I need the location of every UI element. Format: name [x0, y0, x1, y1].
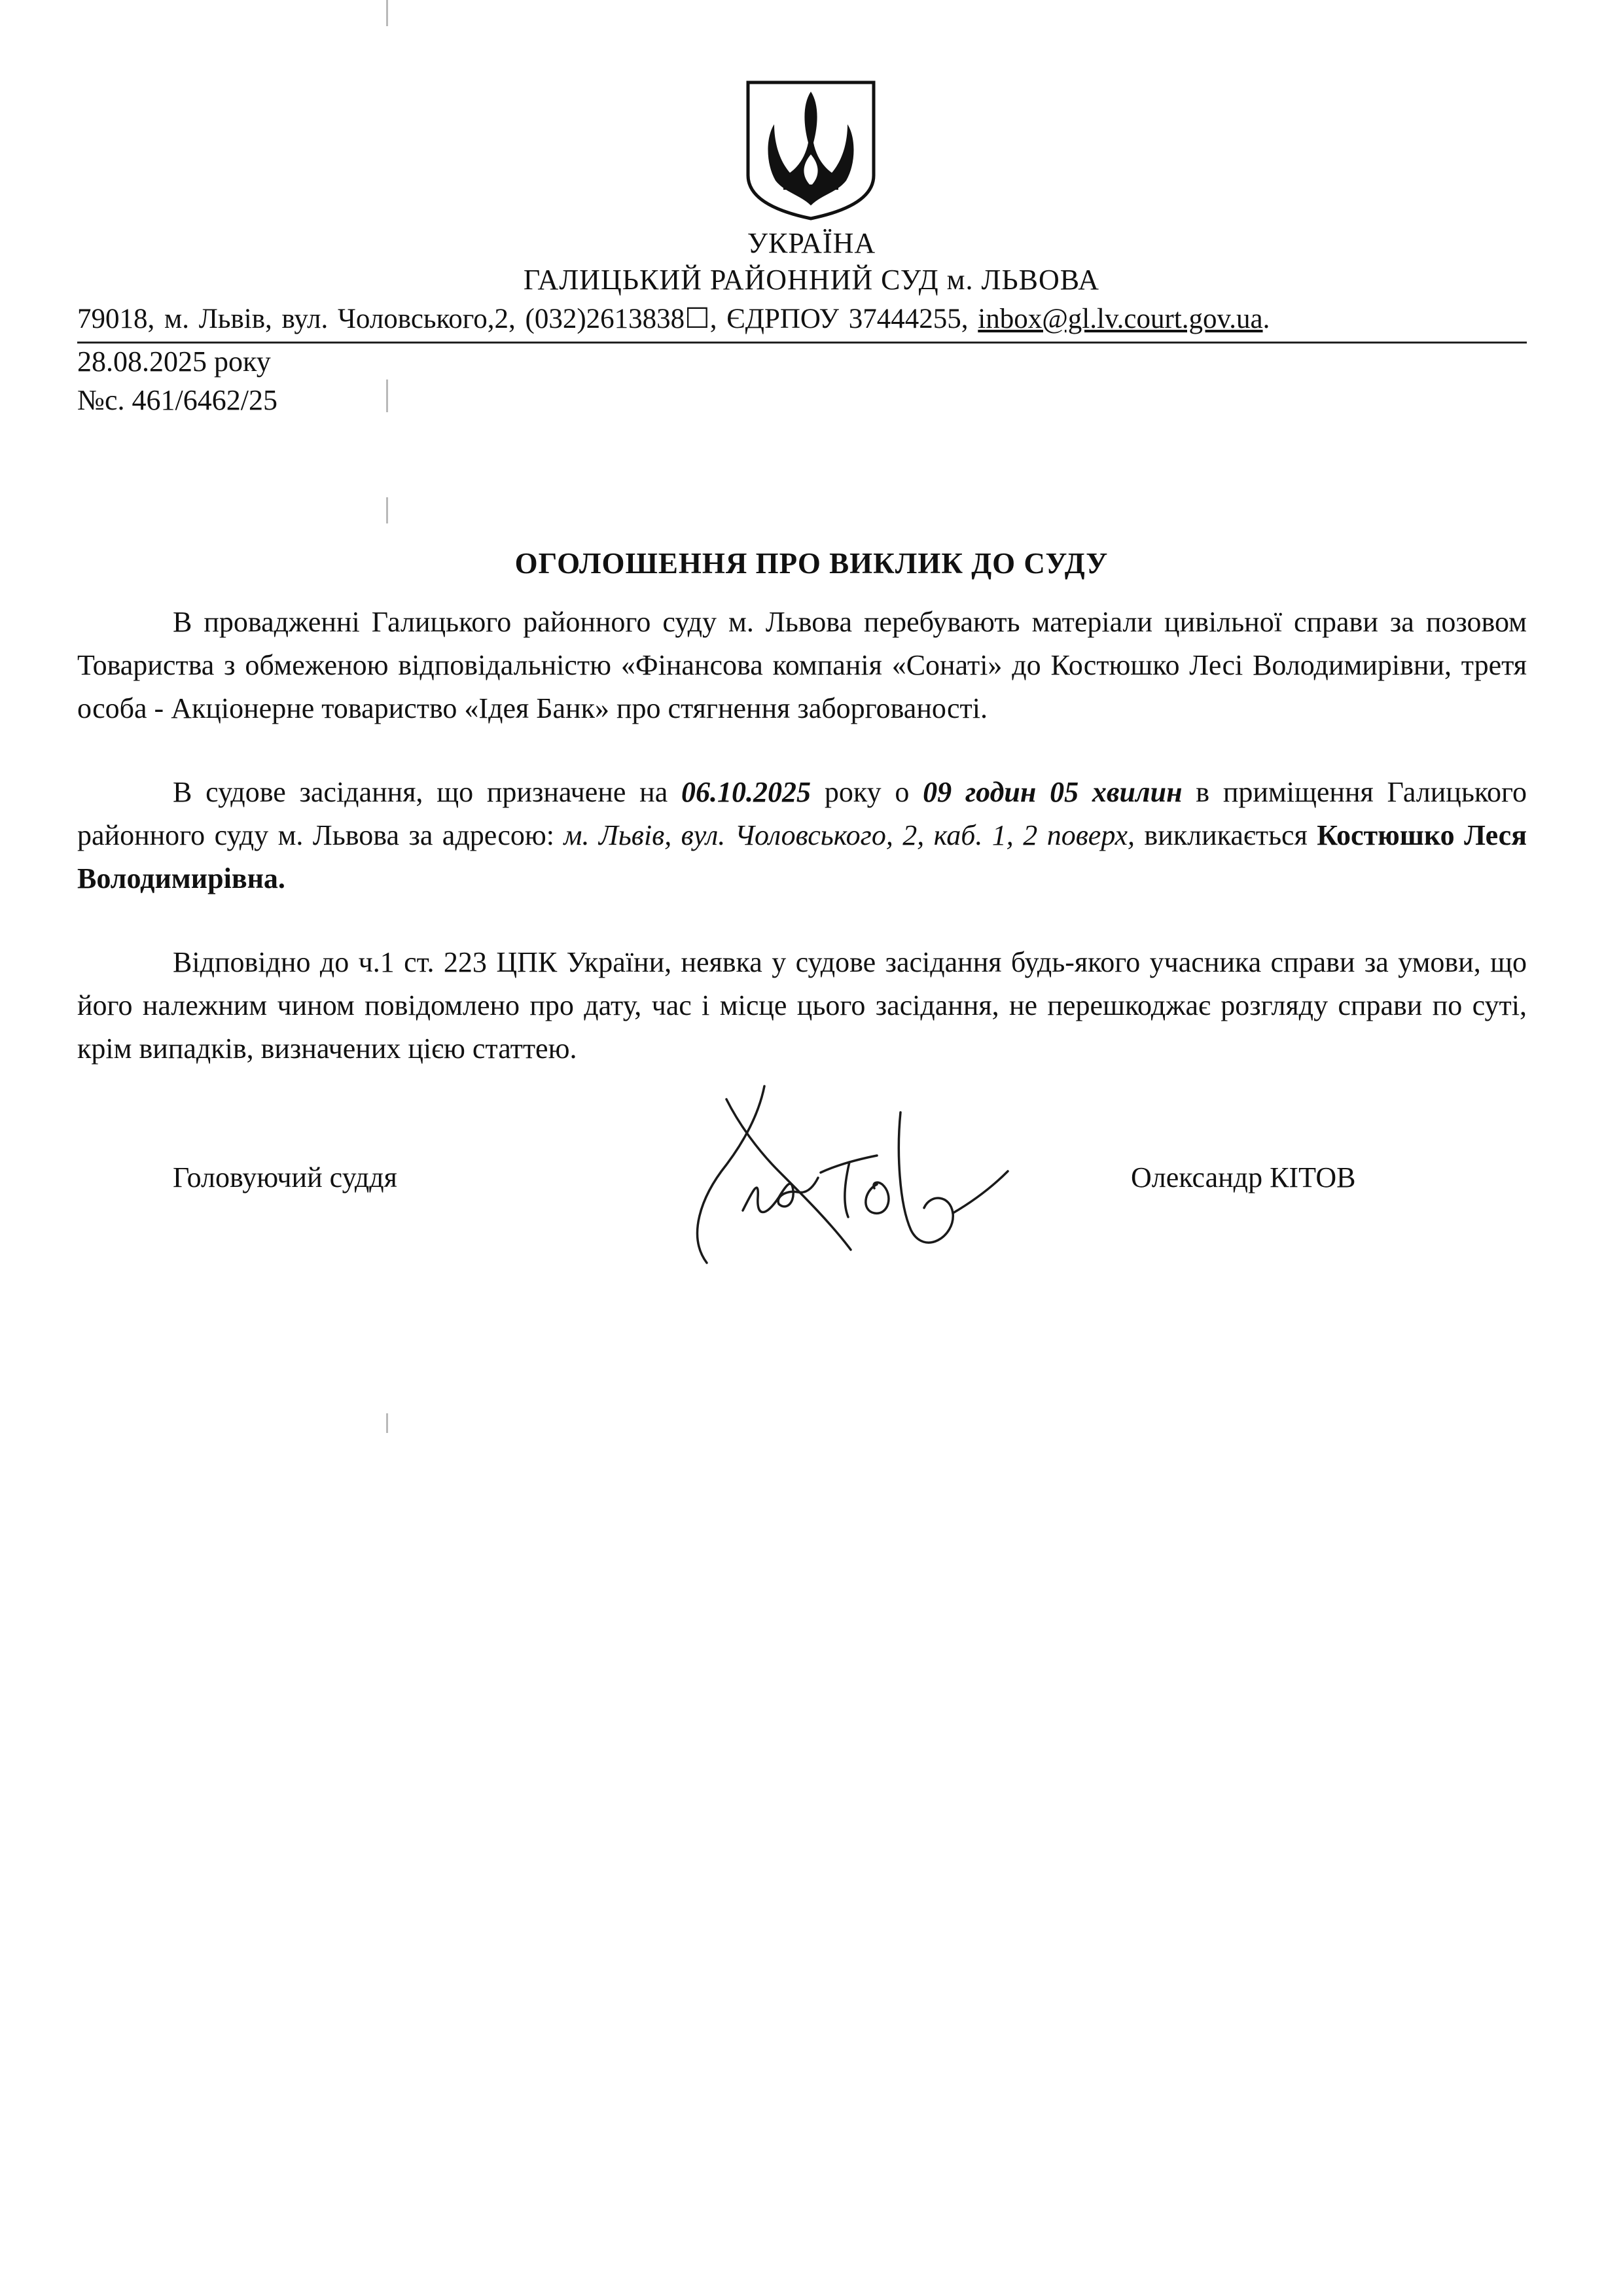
court-name-heading: ГАЛИЦЬКИЙ РАЙОННИЙ СУД м. ЛЬВОВА	[523, 264, 1100, 296]
hearing-time: 09 годин 05 хвилин	[923, 776, 1183, 808]
handwritten-signature	[681, 1073, 1021, 1282]
paragraph-case-description: В провадженні Галицького районного суду м. Львова перебувають матеріали цивільної справи за позовом Товариства з обмеженою відповідальністю «Фінансова компанія «Сонаті» до Костюшко Лесі Володимирівни, третя особа - Акціонерне товариство «Ідея Банк» про стягнення заборгованості.	[77, 606, 1527, 724]
hearing-address: м. Львів, вул. Чоловського, 2, каб. 1, 2 поверх,	[563, 819, 1135, 851]
judge-name: Олександр КІТОВ	[1131, 1161, 1356, 1193]
country-heading: УКРАЇНА	[747, 227, 876, 259]
paragraph-hearing-summons	[77, 771, 1527, 900]
court-address: 79018, м. Львів, вул. Чоловського,2, (032)2613838☐, ЄДРПОУ 37444255,	[77, 304, 978, 334]
document-date: 28.08.2025 року	[77, 345, 271, 378]
scan-artifact-line	[386, 380, 388, 412]
scan-artifact-line	[386, 497, 388, 523]
scan-artifact-line	[386, 0, 388, 26]
header-divider	[77, 342, 1527, 344]
coat-of-arms-emblem	[743, 77, 879, 222]
summons-text-3: в приміщення Галицького районного суду м. Львова за адресою:	[77, 776, 1527, 851]
summoned-person: Костюшко Леся Володимирівна.	[77, 819, 1527, 894]
paragraph-legal-notice: Відповідно до ч.1 ст. 223 ЦПК України, неявка у судове засідання будь-якого учасника справи за умови, що його належним чином повідомлено про дату, час і місце цього засідання, не перешкоджає розгляду справи по суті, крім випадків, визначених цією статтею.	[77, 946, 1527, 1065]
scan-artifact-line	[386, 1413, 388, 1433]
hearing-date: 06.10.2025	[681, 776, 812, 808]
summons-text-4: викликається	[1134, 819, 1317, 851]
judge-role: Головуючий суддя	[173, 1161, 397, 1193]
court-email[interactable]: inbox@gl.lv.court.gov.ua	[978, 304, 1263, 334]
address-end: .	[1262, 304, 1270, 334]
court-address-line	[77, 300, 1537, 339]
document-title: ОГОЛОШЕННЯ ПРО ВИКЛИК ДО СУДУ	[514, 547, 1109, 580]
summons-text-2: року о	[811, 776, 923, 808]
case-number: №с. 461/6462/25	[77, 384, 277, 416]
summons-text-1: В судове засідання, що призначене на	[173, 776, 682, 808]
